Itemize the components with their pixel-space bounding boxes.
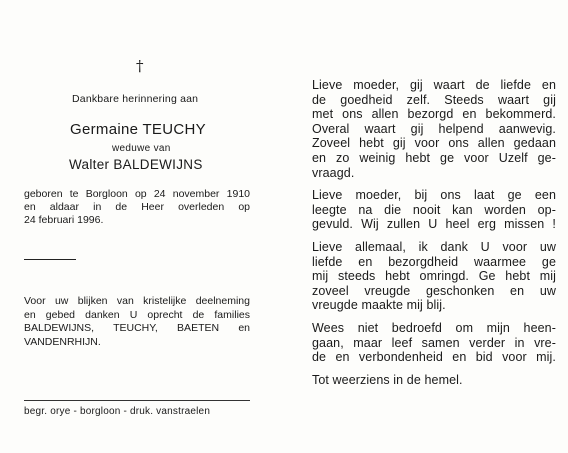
poem-line: de en verbondenheid en bid voor mij. xyxy=(312,350,556,365)
poem-line: en zo weinig hebt ge voor Uzelf ge- xyxy=(312,150,556,165)
poem-line: Lieve moeder, bij ons laat ge een xyxy=(312,188,556,203)
thanks-text xyxy=(24,295,250,349)
widow-of-label: weduwe van xyxy=(112,143,171,154)
separator-line xyxy=(24,259,76,260)
poem-paragraph-5 xyxy=(312,373,556,388)
poem-paragraph-1 xyxy=(312,78,556,180)
poem-line: Overal waart gij helpend aanwevig. xyxy=(312,121,556,136)
footer-separator xyxy=(24,400,250,401)
deceased-name xyxy=(70,121,206,138)
thanks-line: VANDENRHIJN. xyxy=(24,335,101,348)
bio-line: en aldaar in de Heer overleden op xyxy=(24,201,250,213)
poem-line: gaan, maar leef samen verder in vre- xyxy=(312,335,556,350)
deceased-last-name: TEUCHY xyxy=(142,121,206,138)
poem-line: vreugde maakte mij blij. xyxy=(312,298,446,313)
poem-line: Wees niet bedroefd om mijn heen- xyxy=(312,320,556,335)
poem-line: mij steeds hebt omringd. Ge hebt mij xyxy=(312,269,556,284)
spouse-last-name: BALDEWIJNS xyxy=(113,157,203,172)
poem-line: Zoveel hebt gij voor ons allen gedaan xyxy=(312,136,556,151)
cross-icon: † xyxy=(136,57,144,75)
poem-line: Lieve moeder, gij waart de liefde en xyxy=(312,78,556,92)
poem-paragraph-2 xyxy=(312,188,556,232)
poem-panel xyxy=(312,78,556,395)
left-panel xyxy=(24,0,286,453)
poem-line: zoveel vreugde geschonken en uw xyxy=(312,283,556,298)
poem-paragraph-3 xyxy=(312,240,556,313)
bio-line: 24 februari 1996. xyxy=(24,214,104,226)
poem-line: met ons allen bezorgd en bekommerd. xyxy=(312,107,556,122)
thanks-line: Voor uw blijken van kristelijke deelneming xyxy=(24,295,250,307)
poem-line: de goedheid zelf. Steeds waart gij xyxy=(312,92,556,107)
poem-line: liefde en bezorgdheid waarmee ge xyxy=(312,254,556,269)
birth-death-text xyxy=(24,188,250,227)
thanks-line: en gebed danken U oprecht de families xyxy=(24,308,250,321)
poem-line: leegte na die nooit kan worden op- xyxy=(312,202,556,217)
spouse-name xyxy=(69,157,203,172)
poem-line: Lieve allemaal, ik dank U voor uw xyxy=(312,239,556,254)
poem-line: gevuld. Wij zullen U heel erg missen ! xyxy=(312,217,556,232)
printer-footer: begr. orye - borgloon - druk. vanstraelen xyxy=(24,406,211,417)
poem-paragraph-4 xyxy=(312,321,556,365)
remembrance-heading: Dankbare herinnering aan xyxy=(72,93,199,105)
spouse-first-name: Walter xyxy=(69,157,110,172)
deceased-first-name: Germaine xyxy=(70,121,139,138)
poem-line: vraagd. xyxy=(312,165,355,180)
bio-line: geboren te Borgloon op 24 november 1910 xyxy=(24,188,250,200)
poem-line: Tot weerziens in de hemel. xyxy=(312,372,463,387)
thanks-line: BALDEWIJNS, TEUCHY, BAETEN en xyxy=(24,322,250,334)
